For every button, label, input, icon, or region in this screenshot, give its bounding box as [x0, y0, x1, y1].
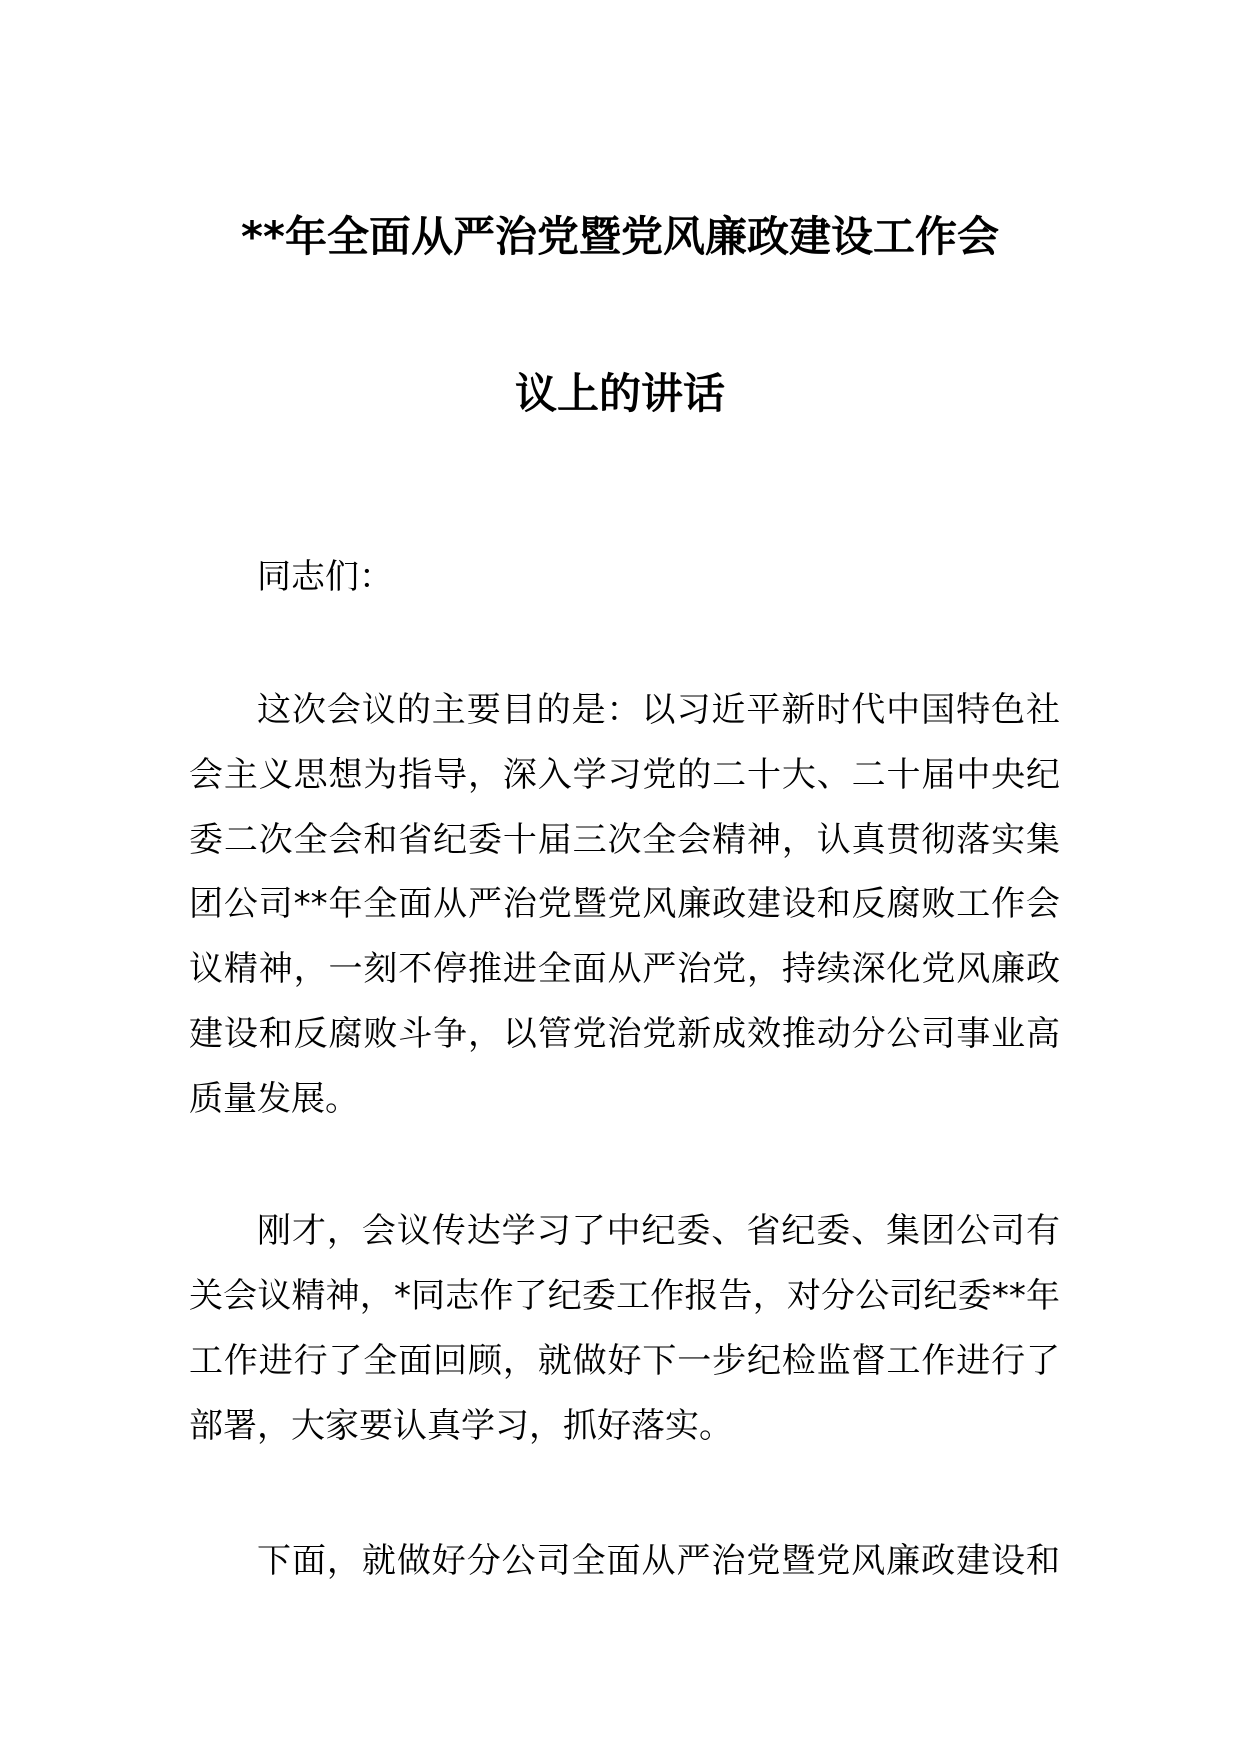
paragraph-line: 刚才，会议传达学习了中纪委、省纪委、集团公司有	[257, 1211, 1060, 1251]
paragraph-line: 会主义思想为指导，深入学习党的二十大、二十届中央纪	[189, 755, 1060, 795]
paragraph-line: 下面，就做好分公司全面从严治党暨党风廉政建设和	[257, 1541, 1060, 1581]
paragraph-line: 这次会议的主要目的是：以习近平新时代中国特色社	[257, 690, 1060, 730]
salutation: 同志们：	[257, 557, 393, 597]
title-line-1: **年全面从严治党暨党风廉政建设工作会	[241, 212, 999, 261]
paragraph-line: 建设和反腐败斗争，以管党治党新成效推动分公司事业高	[189, 1014, 1060, 1054]
paragraph-line: 工作进行了全面回顾，就做好下一步纪检监督工作进行了	[189, 1341, 1060, 1381]
paragraph-line: 部署，大家要认真学习，抓好落实。	[189, 1406, 733, 1446]
paragraph-line: 团公司**年全面从严治党暨党风廉政建设和反腐败工作会	[189, 884, 1060, 924]
paragraph-line: 委二次全会和省纪委十届三次全会精神，认真贯彻落实集	[189, 820, 1060, 860]
paragraph-line: 议精神，一刻不停推进全面从严治党，持续深化党风廉政	[189, 949, 1060, 989]
title-line-2: 议上的讲话	[514, 369, 725, 418]
paragraph-line: 质量发展。	[189, 1079, 359, 1119]
paragraph-line: 关会议精神，*同志作了纪委工作报告，对分公司纪委**年	[189, 1276, 1060, 1316]
